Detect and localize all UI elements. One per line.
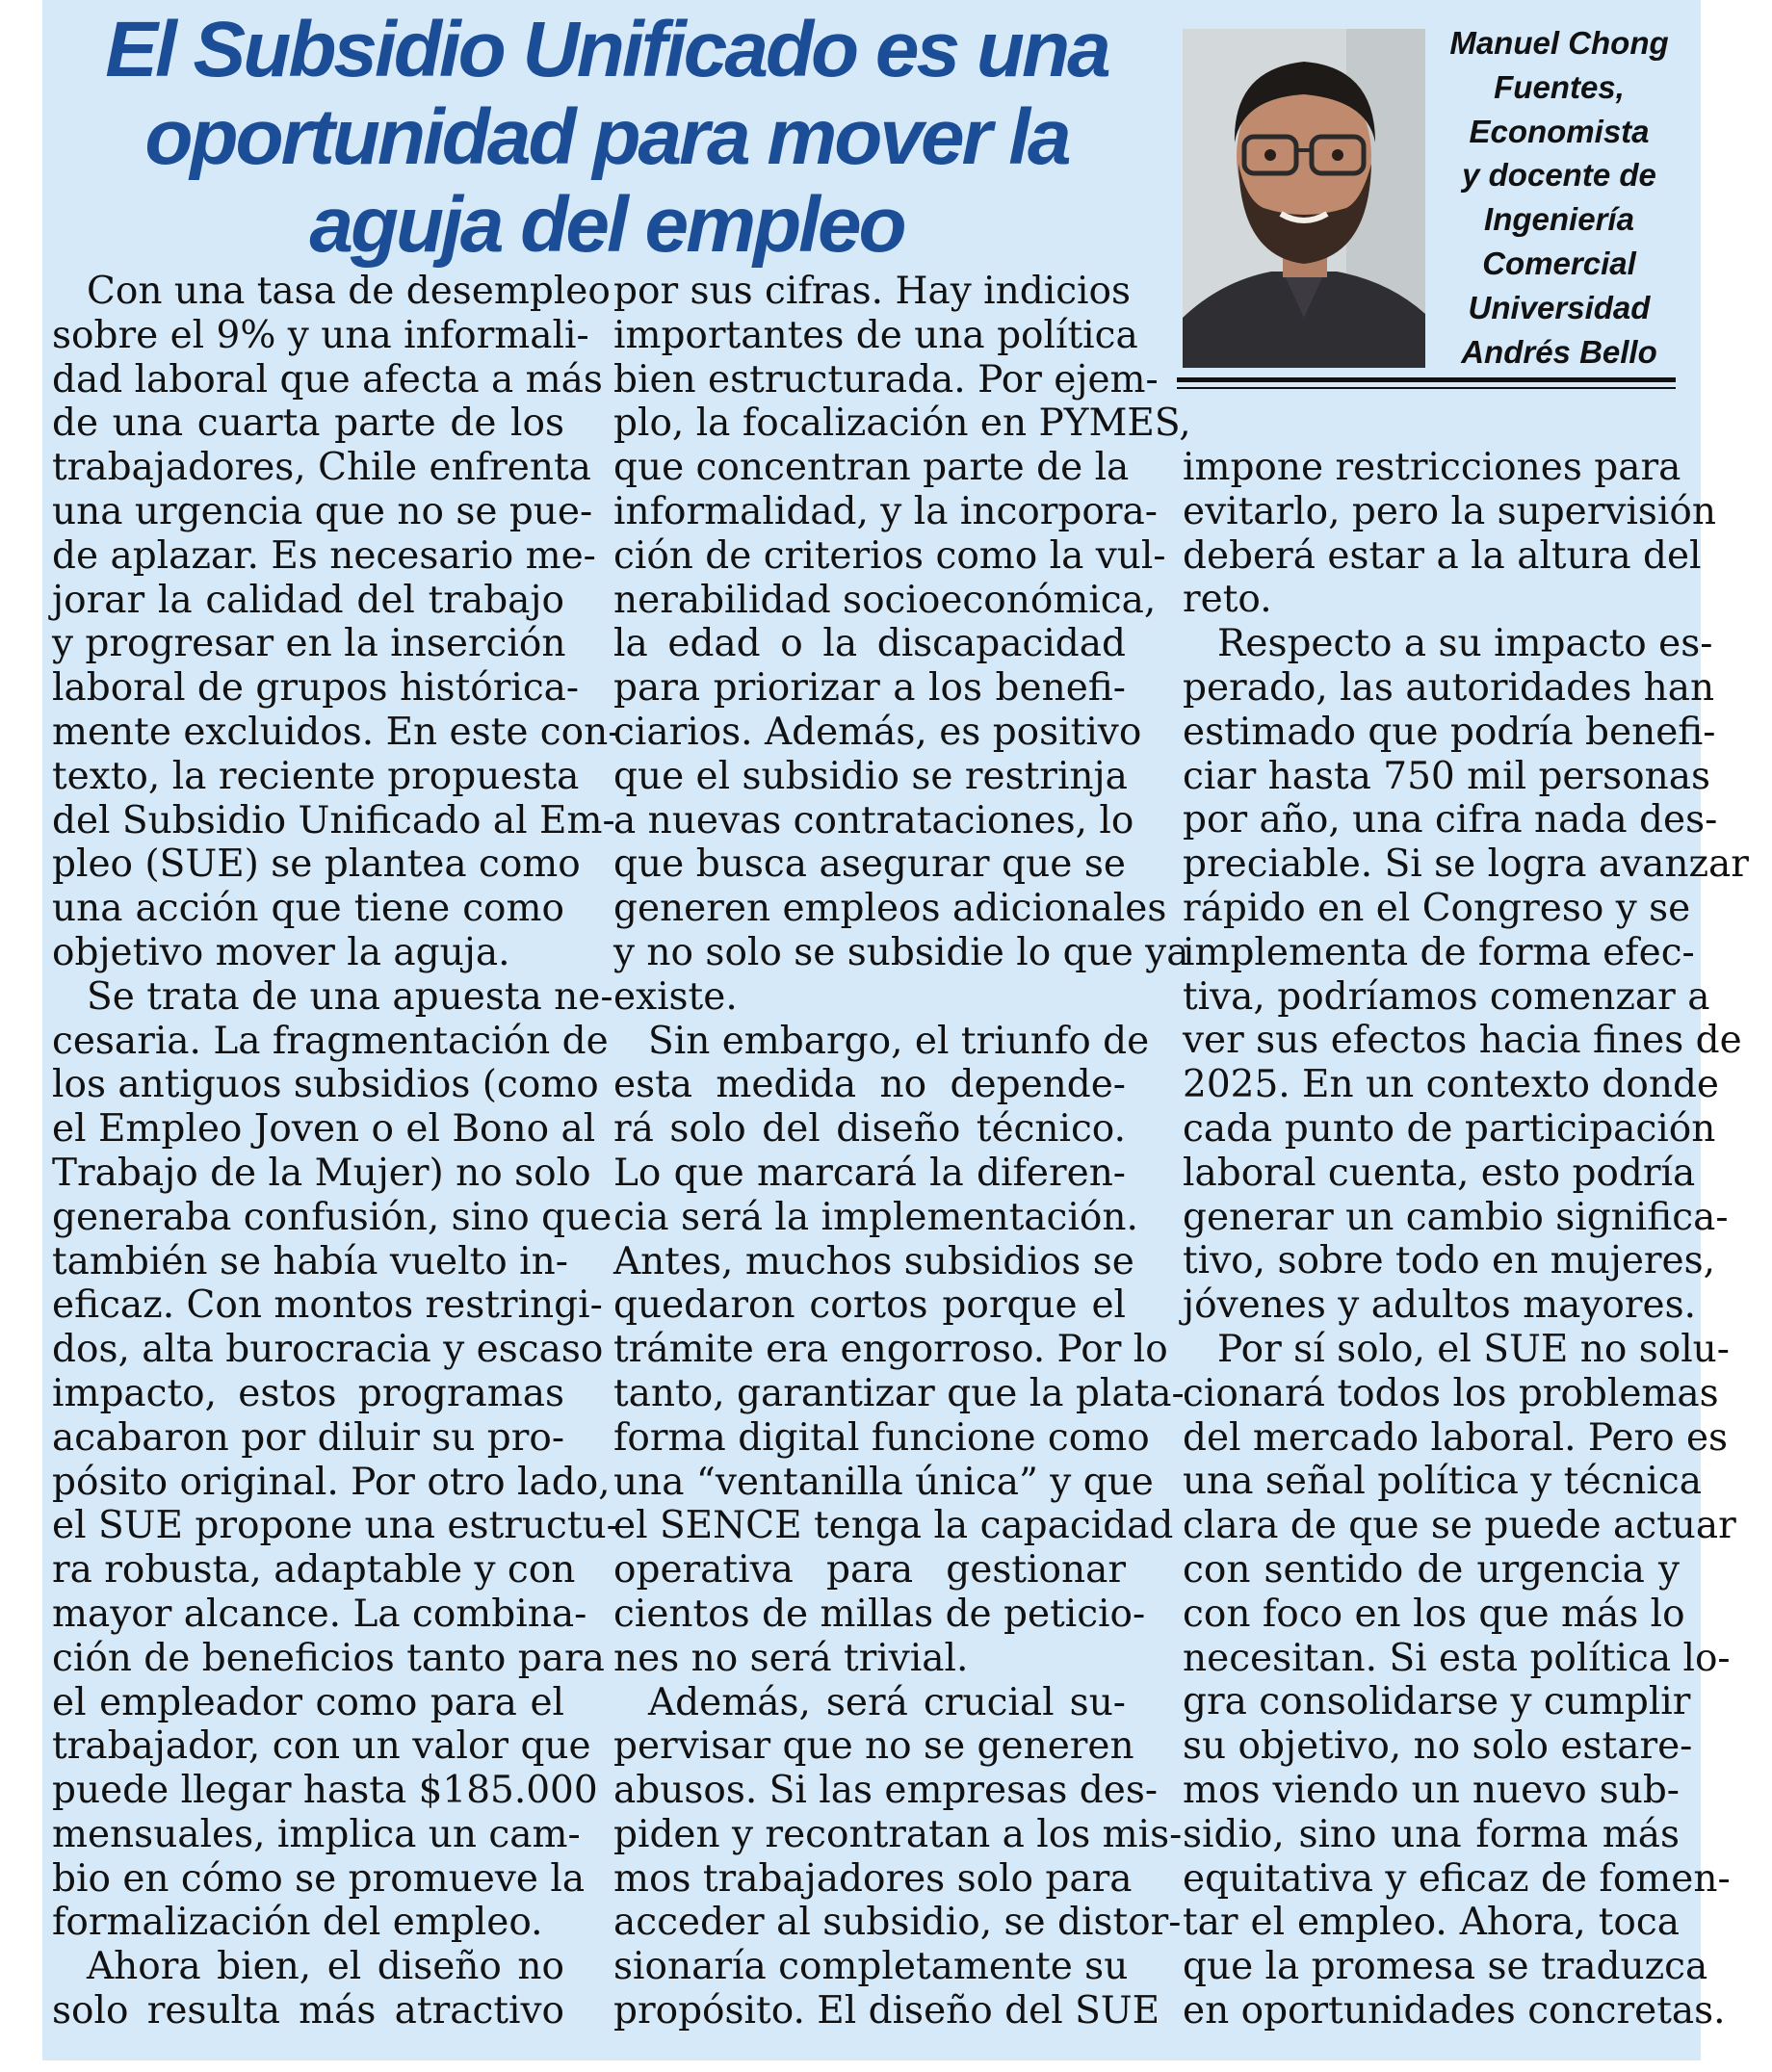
text-column-2 xyxy=(613,270,1191,2033)
paragraph xyxy=(1183,622,1749,1328)
text-line: con foco en los que más lo xyxy=(1183,1592,1685,1636)
text-line: trabajadores, Chile enfrenta xyxy=(52,446,591,490)
text-line: perado, las autoridades han xyxy=(1183,665,1715,710)
text-line: dad laboral que afecta a más xyxy=(52,357,603,401)
author-portrait-icon xyxy=(1183,29,1425,368)
text-line: ver sus efectos hacia fines de xyxy=(1183,1019,1742,1063)
text-line: y progresar en la inserción xyxy=(52,622,566,666)
text-line: bien estructurada. Por ejem- xyxy=(613,357,1159,401)
text-line: por año, una cifra nada des- xyxy=(1183,798,1718,842)
text-line: impone restricciones para xyxy=(1183,446,1681,489)
text-line: sionaría completamente su xyxy=(613,1945,1129,1989)
text-line: y no solo se subsidie lo que ya xyxy=(613,930,1189,974)
text-line: gra consolidarse y cumplir xyxy=(1183,1680,1691,1724)
text-line: formalización del empleo. xyxy=(52,1901,543,1945)
text-line: ción de criterios como la vul- xyxy=(613,533,1166,578)
text-line: Además, será crucial su- xyxy=(648,1680,1126,1724)
text-line: de aplazar. Es necesario me- xyxy=(52,533,596,578)
text-line: rá solo del diseño técnico. xyxy=(613,1107,1126,1152)
text-line: nerabilidad socioeconómica, xyxy=(613,578,1157,622)
text-line: Antes, muchos subsidios se xyxy=(613,1239,1134,1283)
text-line: eficaz. Con montos restringi- xyxy=(52,1283,603,1328)
text-line: cionará todos los problemas xyxy=(1183,1371,1719,1415)
text-line: el SUE propone una estructu- xyxy=(52,1504,619,1548)
text-line: impacto, estos programas xyxy=(52,1371,564,1415)
text-line: de una cuarta parte de los xyxy=(52,401,564,446)
text-column-1 xyxy=(52,270,621,2033)
text-line: generaba confusión, sino que xyxy=(52,1195,612,1239)
text-line: mensuales, implica un cam- xyxy=(52,1812,581,1856)
text-line: reto. xyxy=(1183,578,1272,622)
text-line: nes no será trivial. xyxy=(613,1636,969,1680)
text-line: texto, la reciente propuesta xyxy=(52,754,580,798)
text-line: acabaron por diluir su pro- xyxy=(52,1415,565,1460)
text-line: en oportunidades concretas. xyxy=(1183,1988,1726,2033)
text-line: evitarlo, pero la supervisión xyxy=(1183,489,1716,533)
paragraph xyxy=(52,974,619,1946)
text-line: clara de que se puede actuar xyxy=(1183,1504,1736,1548)
byline-line: Ingeniería xyxy=(1484,201,1634,238)
text-line: la edad o la discapacidad xyxy=(613,622,1126,666)
text-line: tar el empleo. Ahora, toca xyxy=(1183,1901,1680,1945)
headline: El Subsidio Unificado es una oportunidad para mover la aguja del empleo xyxy=(105,6,1108,269)
text-line: laboral de grupos histórica- xyxy=(52,666,580,711)
text-line: del Subsidio Unificado al Em- xyxy=(52,798,615,842)
text-line: jóvenes y adultos mayores. xyxy=(1183,1283,1696,1328)
text-line: mos viendo un nuevo sub- xyxy=(1183,1768,1680,1812)
author-photo xyxy=(1183,29,1425,368)
text-line: puede llegar hasta $185.000 xyxy=(52,1769,598,1813)
text-line: cientos de millas de peticio- xyxy=(613,1592,1146,1636)
text-line: piden y recontratan a los mis- xyxy=(613,1812,1183,1856)
text-line: con sentido de urgencia y xyxy=(1183,1547,1680,1592)
text-line: acceder al subsidio, se distor- xyxy=(613,1901,1182,1945)
text-line: generen empleos adicionales xyxy=(613,887,1167,931)
text-line: cesaria. La fragmentación de xyxy=(52,1019,609,1063)
text-line: que concentran parte de la xyxy=(613,446,1130,490)
text-line: plo, la focalización en PYMES, xyxy=(613,401,1191,446)
byline-line: y docente de xyxy=(1462,157,1656,194)
text-line: del mercado laboral. Pero es xyxy=(1183,1415,1729,1460)
paragraph xyxy=(613,1019,1185,1681)
paragraph xyxy=(52,1945,564,2033)
byline-line: Manuel Chong xyxy=(1449,25,1669,61)
text-line: el SENCE tenga la capacidad xyxy=(613,1504,1174,1548)
text-line: Sin embargo, el triunfo de xyxy=(648,1019,1150,1063)
text-line: objetivo mover la aguja. xyxy=(52,930,510,974)
text-line: trámite era engorroso. Por lo xyxy=(613,1328,1168,1372)
text-line: Trabajo de la Mujer) no solo xyxy=(52,1151,591,1195)
text-line: Lo que marcará la diferen- xyxy=(613,1151,1126,1195)
text-line: mente excluidos. En este con- xyxy=(52,710,621,754)
text-line: una “ventanilla única” y que xyxy=(613,1460,1154,1504)
text-line: generar un cambio significa- xyxy=(1183,1195,1729,1239)
text-line: bio en cómo se promueve la xyxy=(52,1856,586,1901)
paragraph xyxy=(1183,446,1716,622)
text-line: también se había vuelto in- xyxy=(52,1239,568,1283)
text-line: una señal política y técnica xyxy=(1183,1460,1702,1504)
text-line: rápido en el Congreso y se xyxy=(1183,886,1691,930)
text-line: informalidad, y la incorpora- xyxy=(613,489,1158,533)
byline-line: Fuentes, xyxy=(1494,68,1625,105)
byline-line: Andrés Bello xyxy=(1461,333,1657,370)
text-line: equitativa y eficaz de fomen- xyxy=(1183,1856,1731,1901)
text-line: el Empleo Joven o el Bono al xyxy=(52,1107,596,1152)
text-line: que la promesa se traduzca xyxy=(1183,1945,1708,1989)
text-line: tiva, podríamos comenzar a xyxy=(1183,974,1710,1019)
text-line: deberá estar a la altura del xyxy=(1183,533,1702,578)
text-column-3 xyxy=(1183,446,1749,2033)
paragraph xyxy=(52,270,621,975)
text-line: laboral cuenta, esto podría xyxy=(1183,1151,1696,1195)
text-line: Por sí solo, el SUE no solu- xyxy=(1217,1327,1730,1371)
text-line: que el subsidio se restrinja xyxy=(613,754,1128,798)
text-line: solo resulta más atractivo xyxy=(52,1989,564,2033)
text-line: pósito original. Por otro lado, xyxy=(52,1460,611,1504)
text-line: esta medida no dependе- xyxy=(613,1063,1126,1107)
text-line: por sus cifras. Hay indicios xyxy=(613,270,1132,313)
byline-line: Comercial xyxy=(1482,245,1636,281)
text-line: propósito. El diseño del SUE xyxy=(613,1989,1160,2033)
text-line: cada punto de participación xyxy=(1183,1106,1716,1151)
paragraph xyxy=(1183,1327,1736,2033)
text-line: los antiguos subsidios (como xyxy=(52,1063,599,1107)
text-line: preciable. Si se logra avanzar xyxy=(1183,842,1749,887)
byline-divider-thin xyxy=(1177,387,1676,389)
paragraph xyxy=(613,1680,1183,2033)
text-line: ciarios. Además, es positivo xyxy=(613,710,1142,754)
text-line: forma digital funcione como xyxy=(613,1415,1150,1460)
text-line: pervisar que no se generen xyxy=(613,1724,1134,1769)
byline-divider xyxy=(1177,377,1676,382)
text-line: que busca asegurar que se xyxy=(613,842,1126,887)
text-line: su objetivo, no solo estare- xyxy=(1183,1724,1693,1769)
text-line: quedaron cortos porque el xyxy=(613,1283,1126,1328)
text-line: para priorizar a los benefi- xyxy=(613,666,1126,711)
text-line: mayor alcance. La combina- xyxy=(52,1592,587,1636)
text-line: operativa para gestionar xyxy=(613,1548,1126,1593)
byline-line: Universidad xyxy=(1468,289,1651,325)
text-line: tanto, garantizar que la plata- xyxy=(613,1371,1185,1415)
text-line: ción de beneficios tanto para xyxy=(52,1636,605,1680)
text-line: importantes de una política xyxy=(613,313,1138,357)
text-line: ciar hasta 750 mil personas xyxy=(1183,754,1711,798)
text-line: necesitan. Si esta política lo- xyxy=(1183,1636,1731,1680)
text-line: Se trata de una apuesta ne- xyxy=(87,974,613,1019)
byline-line: Economista xyxy=(1469,113,1650,149)
author-byline xyxy=(1439,21,1680,374)
text-line: trabajador, con un valor que xyxy=(52,1724,591,1769)
text-line: dos, alta burocracia y escaso xyxy=(52,1328,604,1372)
text-line: existe. xyxy=(613,974,738,1019)
text-line: a nuevas contrataciones, lo xyxy=(613,798,1134,842)
text-line: ra robusta, adaptable y con xyxy=(52,1548,576,1593)
text-line: jorar la calidad del trabajo xyxy=(52,578,564,622)
text-line: 2025. En un contexto donde xyxy=(1183,1063,1720,1107)
text-line: una acción que tiene como xyxy=(52,887,564,931)
text-line: cia será la implementación. xyxy=(613,1195,1138,1239)
text-line: estimado que podría benefi- xyxy=(1183,710,1716,754)
text-line: sidio, sino una forma más xyxy=(1183,1812,1680,1856)
text-line: el empleador como para el xyxy=(52,1680,564,1724)
text-line: Con una tasa de desempleo xyxy=(87,270,611,313)
text-line: abusos. Si las empresas des- xyxy=(613,1769,1159,1813)
text-line: Ahora bien, el diseño no xyxy=(87,1945,564,1989)
text-line: pleo (SUE) se plantea como xyxy=(52,842,581,887)
text-line: una urgencia que no se pue- xyxy=(52,489,593,533)
text-line: implementa de forma efec- xyxy=(1183,930,1695,974)
text-line: tivo, sobre todo en mujeres, xyxy=(1183,1239,1716,1283)
text-line: Respecto a su impacto es- xyxy=(1217,622,1713,666)
text-line: mos trabajadores solo para xyxy=(613,1856,1133,1901)
paragraph xyxy=(613,270,1191,1020)
text-line: sobre el 9% y una informali- xyxy=(52,313,589,357)
